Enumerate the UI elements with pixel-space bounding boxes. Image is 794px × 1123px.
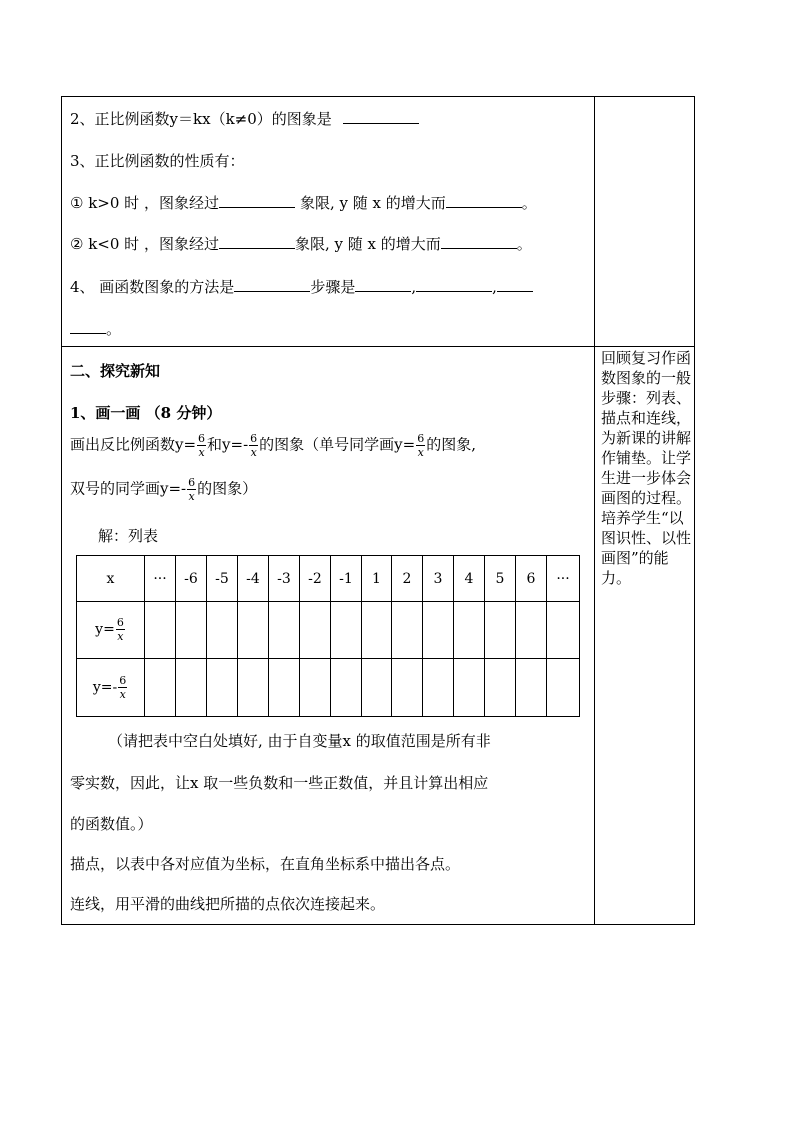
item-2: 2、正比例函数y＝kx（k≠0）的图象是: [70, 108, 419, 129]
fraction: $\frac{6}{x}$: [198, 432, 206, 459]
table-cell[interactable]: [362, 602, 392, 658]
table-cell[interactable]: [547, 602, 580, 658]
section-heading: 二、探究新知: [70, 362, 161, 380]
answer-blank[interactable]: [219, 193, 295, 208]
table-cell[interactable]: [392, 602, 423, 658]
answer-blank[interactable]: [355, 277, 411, 292]
fraction: $\frac{6}{x}$: [250, 432, 258, 459]
item-3: 3、正比例函数的性质有：: [70, 152, 245, 170]
table-cell[interactable]: [454, 602, 485, 658]
side-note: 回顾复习作函数图象的一般步骤：列表、描点和连线，为新课的讲解作铺垫。让学生进一步体会画图的过程。培养学生“以图识性、以性画图”的能力。: [601, 349, 692, 587]
table-cell[interactable]: [331, 602, 362, 658]
fraction: $\frac{6}{x}$: [417, 432, 425, 459]
table-cell[interactable]: [176, 602, 207, 658]
table-cell: ···: [547, 556, 580, 602]
sub-heading: 1、画一画 （8 分钟）: [70, 404, 222, 422]
property-1: ① k>0 时 ，图象经过 象限, y 随 x 的增大而 。: [70, 194, 537, 212]
answer-blank[interactable]: [416, 277, 492, 292]
item-4-cont: 。: [70, 318, 121, 339]
table-cell[interactable]: [238, 602, 269, 658]
table-header-row: [77, 556, 580, 602]
table-cell[interactable]: [516, 658, 547, 716]
answer-blank[interactable]: [70, 319, 106, 334]
table-cell: 1: [362, 556, 392, 602]
row-label: y= $\frac{6}{x}$: [77, 602, 145, 658]
instruction-line-2: 双号的同学画y=- $\frac{6}{x}$ 的图象）: [70, 476, 258, 503]
value-table: [76, 555, 580, 717]
property-2: ② k<0 时 ，图象经过 象限, y 随 x 的增大而 。: [70, 235, 532, 253]
column-divider: [594, 96, 595, 925]
table-cell: -2: [300, 556, 331, 602]
border-right: [694, 96, 695, 925]
table-cell: 6: [516, 556, 547, 602]
row-divider: [61, 346, 695, 347]
fraction: $\frac{6}{x}$: [188, 476, 196, 503]
answer-blank[interactable]: [219, 234, 295, 249]
table-cell: -4: [238, 556, 269, 602]
table-cell: x: [77, 556, 145, 602]
table-cell: 4: [454, 556, 485, 602]
border-bottom: [61, 924, 695, 925]
note-line-1: （请把表中空白处填好, 由于自变量x 的取值范围是所有非: [108, 732, 491, 750]
row-label: y=- $\frac{6}{x}$: [77, 658, 145, 716]
table-row: [77, 602, 580, 658]
table-cell[interactable]: [269, 658, 300, 716]
plot-step: 描点，以表中各对应值为坐标，在直角坐标系中描出各点。: [70, 855, 461, 873]
answer-blank[interactable]: [497, 277, 533, 292]
table-cell[interactable]: [300, 602, 331, 658]
table-cell: -3: [269, 556, 300, 602]
table-cell[interactable]: [300, 658, 331, 716]
connect-step: 连线，用平滑的曲线把所描的点依次连接起来。: [70, 895, 386, 913]
answer-blank[interactable]: [343, 109, 419, 124]
table-cell: 3: [423, 556, 454, 602]
solution-label: 解：列表: [98, 527, 159, 545]
table-cell[interactable]: [454, 658, 485, 716]
answer-blank[interactable]: [446, 193, 522, 208]
table-cell[interactable]: [423, 602, 454, 658]
border-left: [61, 96, 62, 925]
item-4: 4、 画函数图象的方法是 步骤是 , ,: [70, 276, 533, 297]
answer-blank[interactable]: [441, 234, 517, 249]
table-cell[interactable]: [145, 658, 176, 716]
table-cell: -1: [331, 556, 362, 602]
table-cell[interactable]: [392, 658, 423, 716]
table-cell[interactable]: [485, 602, 516, 658]
table-cell[interactable]: [331, 658, 362, 716]
table-cell[interactable]: [269, 602, 300, 658]
instruction-line-1: 画出反比例函数y= $\frac{6}{x}$ 和y=- $\frac{6}{x}$ 的图象（单号同学画y= $\frac{6}{x}$ 的图象,: [70, 432, 476, 459]
table-cell: -5: [207, 556, 238, 602]
table-cell[interactable]: [145, 602, 176, 658]
table-cell[interactable]: [547, 658, 580, 716]
note-line-2: 零实数，因此，让x 取一些负数和一些正数值，并且计算出相应: [70, 774, 489, 792]
note-line-3: 的函数值。）: [70, 815, 153, 833]
table-cell[interactable]: [238, 658, 269, 716]
table-cell: 2: [392, 556, 423, 602]
table-cell[interactable]: [516, 602, 547, 658]
table-cell[interactable]: [207, 658, 238, 716]
table-cell: ···: [145, 556, 176, 602]
table-cell: 5: [485, 556, 516, 602]
answer-blank[interactable]: [234, 277, 310, 292]
border-top: [61, 96, 695, 97]
table-cell[interactable]: [207, 602, 238, 658]
table-cell: -6: [176, 556, 207, 602]
table-cell[interactable]: [176, 658, 207, 716]
table-cell[interactable]: [485, 658, 516, 716]
table-cell[interactable]: [423, 658, 454, 716]
table-cell[interactable]: [362, 658, 392, 716]
table-row: [77, 658, 580, 716]
